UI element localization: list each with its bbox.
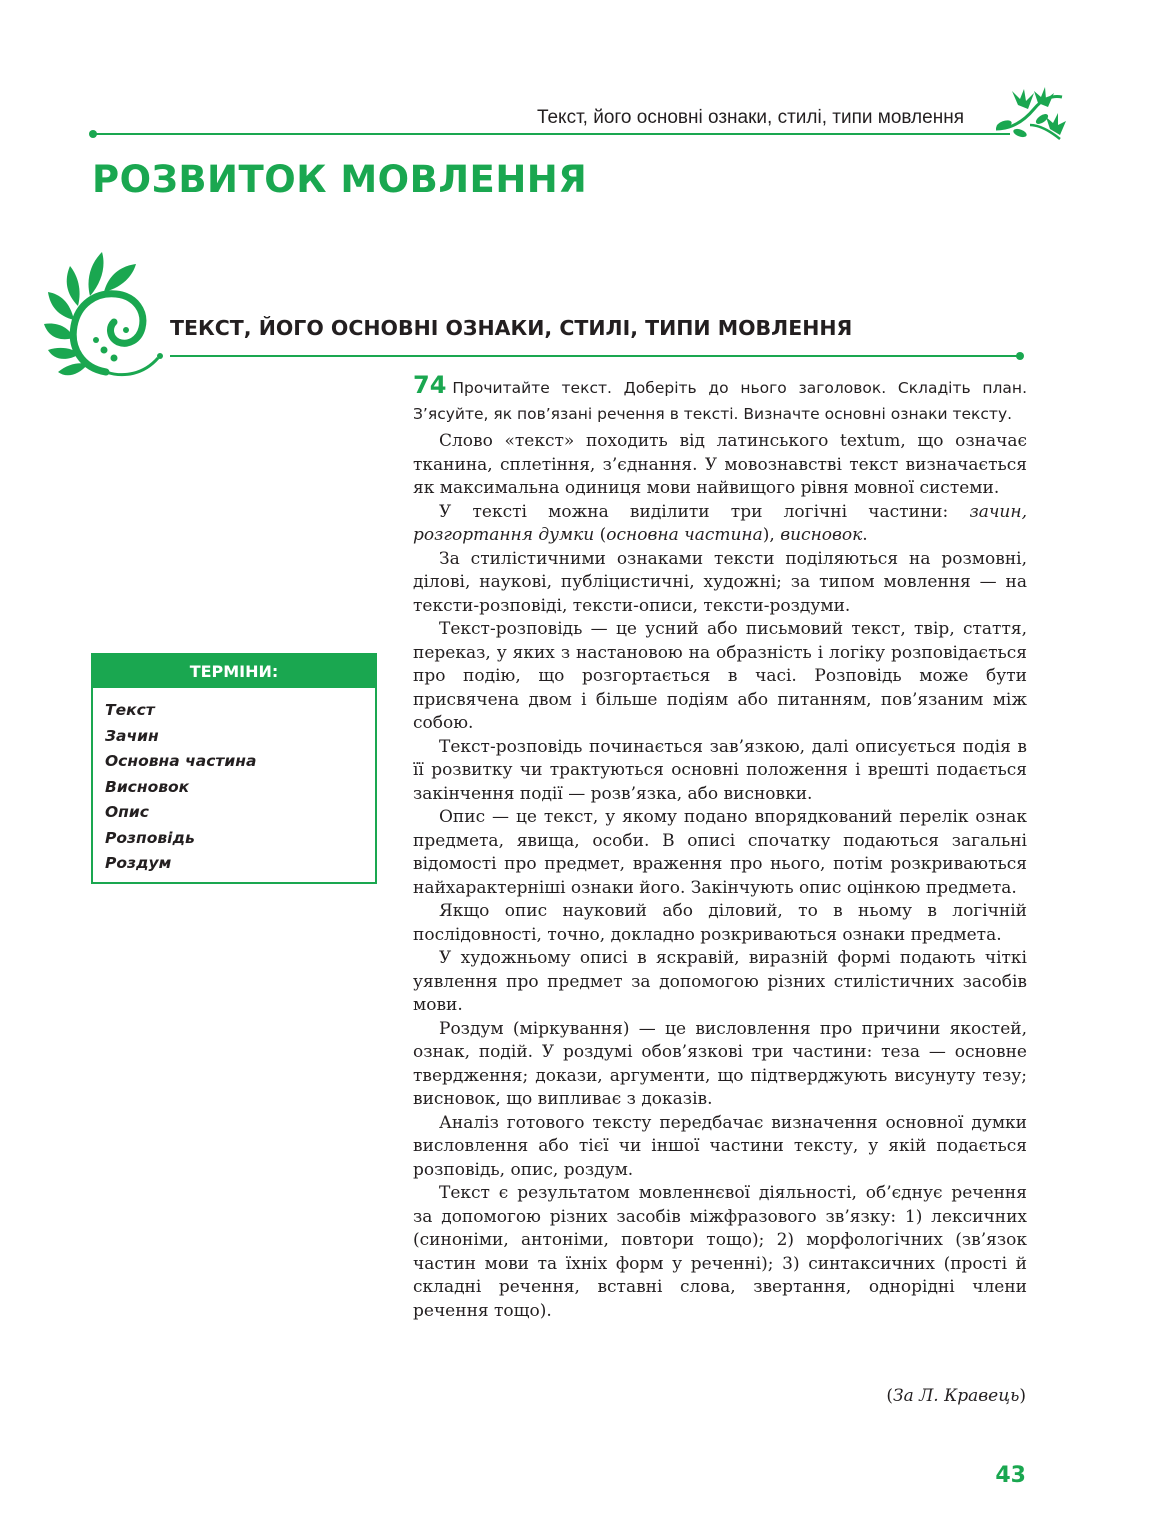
task-instruction: Прочитайте текст. Доберіть до нього заголовок. Складіть план. З’ясуйте, як пов’язані речення в тексті. Визначте основні ознаки тексту. <box>413 379 1027 423</box>
paragraph: Роздум (міркування) — це висловлення про причини якостей, ознак, подій. У роздумі обов’язкові три частини: теза — основне твердження; докази, аргументи, що підтверджують висунуту тезу; висновок, що випливає з доказів. <box>413 1018 1027 1109</box>
term-item: Основна частина <box>105 752 257 770</box>
term-item: Зачин <box>105 726 159 745</box>
paragraph: Текст-розповідь — це усний або письмовий текст, твір, стаття, переказ, у яких з настановою на образність і логіку розповідається про подію, що розгортається в часі. Розповідь може бути присвячена двом і більше подіям або питанням, пов’язаним між собою. <box>413 619 1027 733</box>
terms-heading: ТЕРМІНИ: <box>93 655 375 688</box>
topic-rule <box>170 355 1020 357</box>
paragraph: Опис — це текст, у якому подано впорядкований перелік ознак предмета, явища, особи. В описі спочатку подаються загальні відомості про предмет, враження про нього, потім розкриваються найхарактерніші ознаки його. Закінчують опис оцінкою предмета. <box>413 807 1027 898</box>
running-header-title: Текст, його основні ознаки, стилі, типи мовлення <box>536 107 964 128</box>
task-block <box>413 372 1027 427</box>
header-rule-dot <box>89 130 97 138</box>
paragraph: Текст-розповідь починається зав’язкою, далі описується подія в її розвитку чи трактуються основні положення і врешті подається закінчення події — розв’язка, або висновки. <box>413 736 1027 804</box>
section-title: РОЗВИТОК МОВЛЕННЯ <box>92 158 588 201</box>
paragraph: Текст є результатом мовленнєвої діяльності, об’єднує речення за допомогою різних засобів міжфразового зв’язку: 1) лексичних (синоніми, антоніми, повтори тощо); 2) морфологічних (зв’язок частин мови та їхніх форм у реченні); 3) синтаксичних (прості й складні речення, вставні слова, звертання, однорідні члени речення тощо). <box>413 1183 1027 1321</box>
source-attribution: (За Л. Кравець) <box>886 1386 1026 1406</box>
paragraph: У художньому описі в яскравій, виразній формі подають чіткі уявлення про предмет за допомогою різних стилістичних засобів мови. <box>413 948 1027 1015</box>
terms-list <box>93 688 375 877</box>
header-rule <box>92 133 1010 135</box>
term-item: Розповідь <box>105 828 195 847</box>
paragraph: Слово «текст» походить від латинського textum, що означає тканина, сплетіння, з’єднання. У мовознавстві текст визначається як максимальна одиниця мови найвищого рівня мовної системи. <box>413 431 1027 498</box>
paragraph: Якщо опис науковий або діловий, то в ньому в логічній послідовності, точно, докладно розкриваються ознаки предмета. <box>413 901 1027 945</box>
topic-title: ТЕКСТ, ЙОГО ОСНОВНІ ОЗНАКИ, СТИЛІ, ТИПИ МОВЛЕННЯ <box>170 316 853 340</box>
paragraph: За стилістичними ознаками тексти поділяються на розмовні, ділові, наукові, публіцистичні, художні; за типом мовлення — на тексти-розповіді, тексти-описи, тексти-роздуми. <box>413 548 1027 616</box>
term-item: Текст <box>105 701 155 719</box>
term-item: Висновок <box>105 777 190 796</box>
paragraph: У тексті можна виділити три логічні частини: зачин, розгортання думки (основна частина), висновок. <box>413 501 1027 545</box>
task-number: 74 <box>413 371 447 399</box>
paragraph: Аналіз готового тексту передбачає визначення основної думки висловлення або тієї чи іншої частини тексту, у якій подається розповідь, опис, роздум. <box>413 1112 1027 1180</box>
terms-box <box>91 653 377 884</box>
topic-rule-dot <box>1016 352 1024 360</box>
page-number: 43 <box>995 1463 1026 1488</box>
term-item: Роздум <box>105 854 172 872</box>
flower-ornament-icon <box>990 85 1068 147</box>
leaf-swirl-ornament-icon <box>44 246 168 384</box>
term-item: Опис <box>105 803 149 821</box>
body-text <box>413 430 1027 1323</box>
